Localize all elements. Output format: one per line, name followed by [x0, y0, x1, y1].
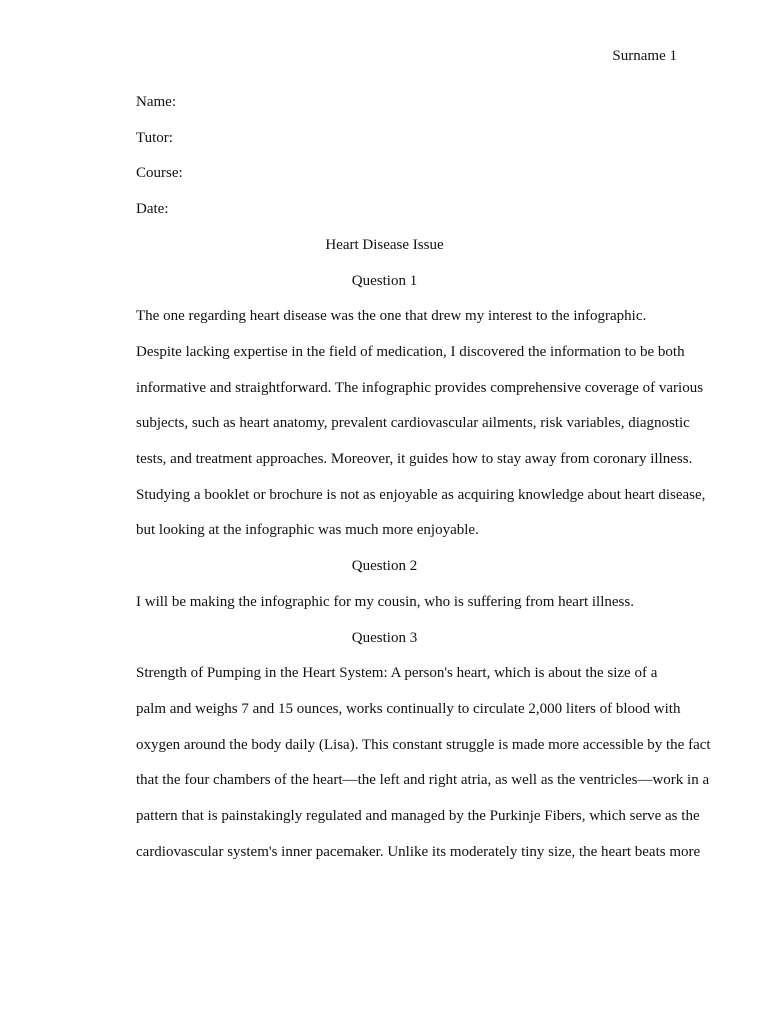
text-line: tests, and treatment approaches. Moreover, it guides how to stay away from coronary illness.	[136, 451, 693, 468]
section-heading: Question 1	[351, 272, 418, 289]
text-line: but looking at the infographic was much more enjoyable.	[136, 522, 479, 539]
text-line: informative and straightforward. The infographic provides comprehensive coverage of various	[136, 379, 704, 396]
text-line: subjects, such as heart anatomy, prevalent cardiovascular ailments, risk variables, diagnostic	[136, 415, 690, 432]
text-line: that the four chambers of the heart—the left and right atria, as well as the ventricles—work in a	[136, 772, 710, 789]
text-line: Despite lacking expertise in the field of medication, I discovered the information to be both	[136, 343, 685, 360]
text-line: oxygen around the body daily (Lisa). This constant struggle is made more accessible by the fact	[136, 736, 711, 753]
section-heading: Question 2	[351, 558, 418, 575]
document-title: Heart Disease Issue	[325, 236, 444, 253]
text-line: pattern that is painstakingly regulated and managed by the Purkinje Fibers, which serve as the	[136, 808, 700, 825]
text-line: Studying a booklet or brochure is not as enjoyable as acquiring knowledge about heart disease,	[136, 486, 706, 503]
text-line: The one regarding heart disease was the one that drew my interest to the infographic.	[136, 308, 647, 325]
text-line: I will be making the infographic for my cousin, who is suffering from heart illness.	[136, 593, 634, 610]
paragraph	[91, 656, 711, 870]
text-line: Strength of Pumping in the Heart System: A person's heart, which is about the size of a	[136, 665, 658, 682]
paragraph	[91, 299, 706, 549]
name-line: Name:	[136, 94, 176, 110]
course-line: Course:	[136, 165, 183, 182]
date-line: Date:	[136, 201, 169, 218]
text-line: palm and weighs 7 and 15 ounces, works continually to circulate 2,000 liters of blood with	[136, 700, 681, 717]
tutor-line: Tutor:	[136, 129, 173, 146]
paragraph	[91, 585, 678, 621]
text-line: cardiovascular system's inner pacemaker. Unlike its moderately tiny size, the heart beats more	[136, 843, 701, 860]
running-head: Surname 1	[612, 48, 677, 64]
document-body	[91, 85, 711, 870]
section-heading: Question 3	[351, 629, 418, 646]
